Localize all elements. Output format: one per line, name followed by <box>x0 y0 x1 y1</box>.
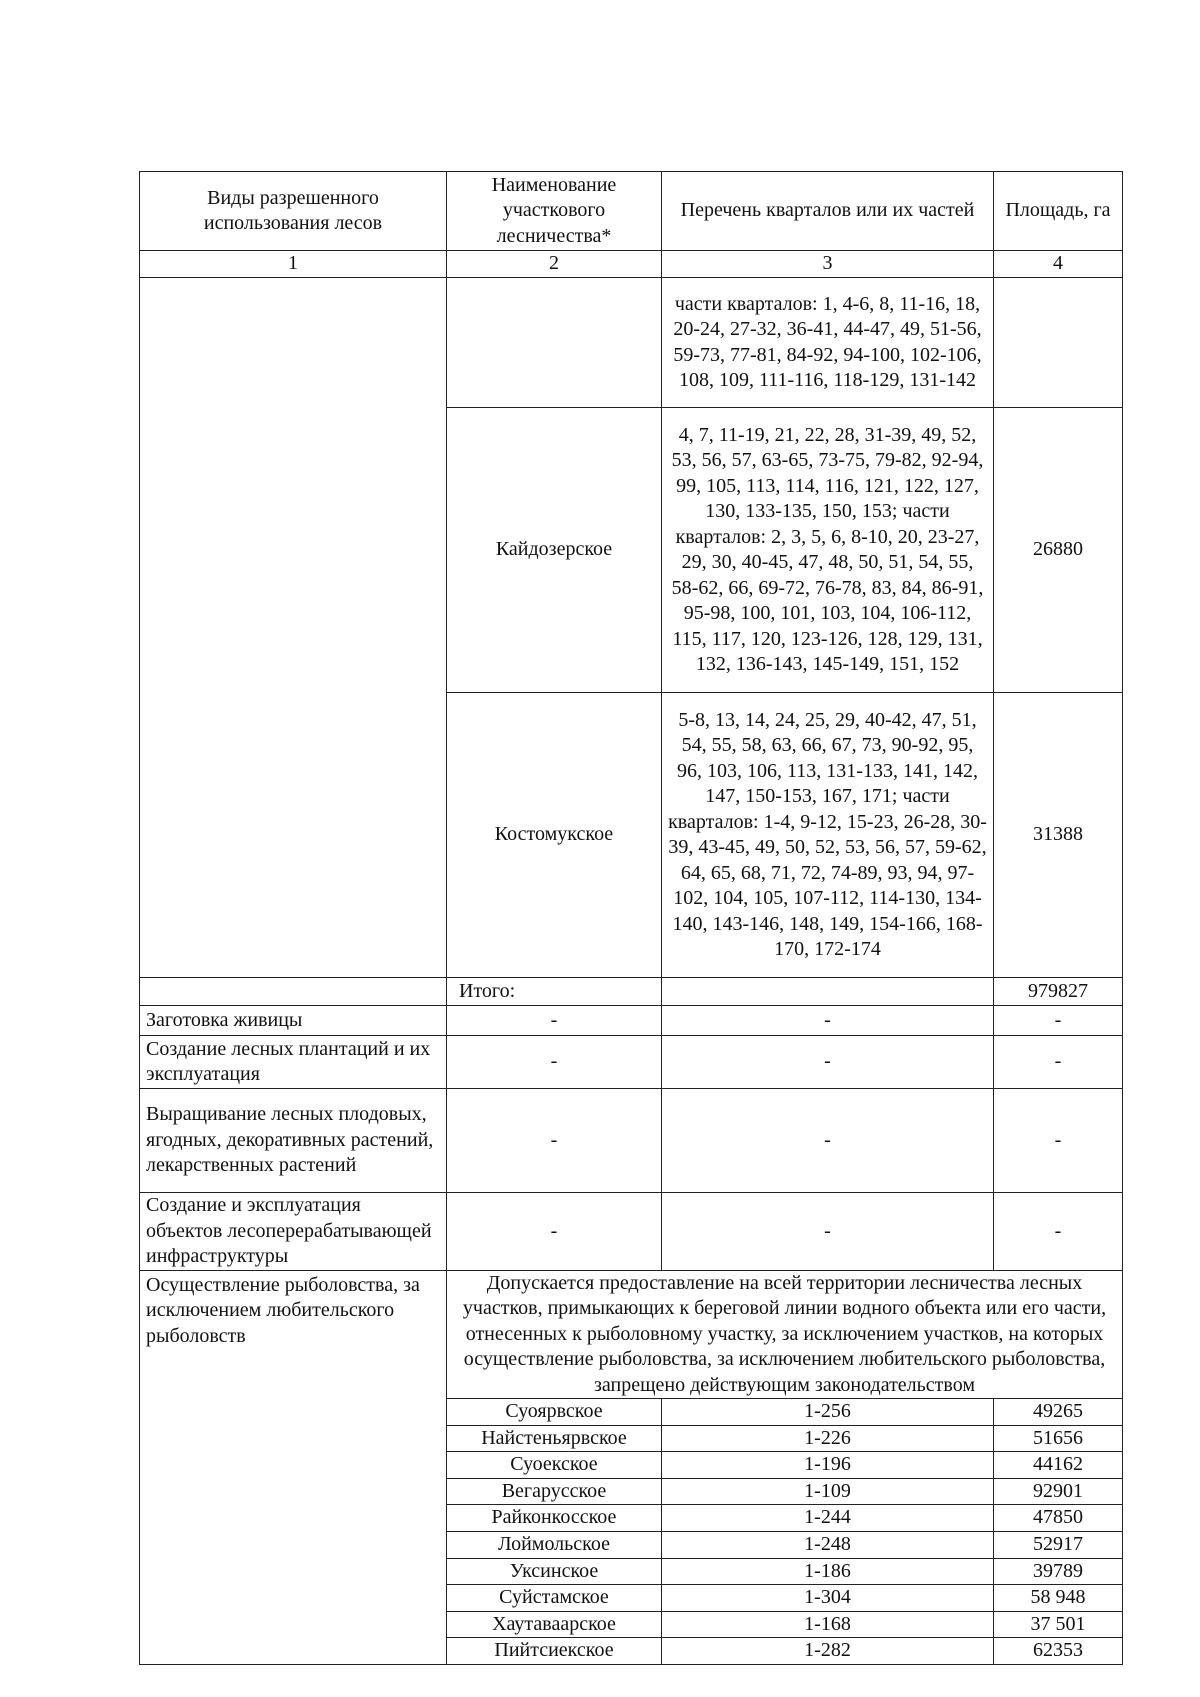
dash-cell: - <box>994 1036 1123 1089</box>
col-header-district: Наименование участкового лесничества* <box>447 172 662 251</box>
dash-cell: - <box>662 1193 994 1271</box>
dash-cell: - <box>994 1089 1123 1193</box>
area-value: 62353 <box>994 1638 1123 1665</box>
dash-cell: - <box>447 1089 662 1193</box>
col-header-area: Площадь, га <box>994 172 1123 251</box>
dash-cell: - <box>662 1089 994 1193</box>
col-number: 2 <box>447 251 662 278</box>
fishing-note: Допускается предоставление на всей территории лесничества лесных участков, примыкающих к береговой линии водного объекта или его части, отнесенных к рыболовному участку, за исключением участков, на которых осуществление рыболовства, за исключением любительского рыболовства, запрещено действующим законодательством <box>447 1270 1123 1399</box>
area-cell-empty <box>994 278 1123 408</box>
table-row <box>140 1270 1123 1399</box>
quarters-range: 1-109 <box>662 1478 994 1505</box>
quarters-cell-empty <box>662 978 994 1006</box>
area-value: 47850 <box>994 1505 1123 1532</box>
dash-cell: - <box>662 1036 994 1089</box>
use-type-label: Создание лесных плантаций и их эксплуатация <box>140 1036 447 1089</box>
area-value: 39789 <box>994 1558 1123 1585</box>
use-type-label: Заготовка живицы <box>140 1006 447 1036</box>
district-name: Райконкосское <box>447 1505 662 1532</box>
quarters-cell: 5-8, 13, 14, 24, 25, 29, 40-42, 47, 51, 54, 55, 58, 63, 66, 67, 73, 90-92, 95, 96, 103, 106, 113, 131-133, 141, 142, 147, 150-153, 167, 171; части кварталов: 1-4, 9-12, 15-23, 26-28, 30-39, 43-45, 49, 50, 52, 53, 56, 57, 59-62, 64, 65, 68, 71, 72, 74-89, 93, 94, 97-102, 104, 105, 107-112, 114-130, 134-140, 143-146, 148, 149, 154-166, 168-170, 172-174 <box>662 693 994 978</box>
table-row <box>140 1089 1123 1193</box>
district-cell-empty <box>447 278 662 408</box>
dash-cell: - <box>994 1006 1123 1036</box>
quarters-range: 1-248 <box>662 1531 994 1558</box>
use-type-label: Создание и эксплуатация объектов лесоперерабатывающей инфраструктуры <box>140 1193 447 1271</box>
district-name: Кайдозерское <box>447 408 662 693</box>
col-number: 3 <box>662 251 994 278</box>
col-header-quarters: Перечень кварталов или их частей <box>662 172 994 251</box>
quarters-range: 1-186 <box>662 1558 994 1585</box>
district-name: Лоймольское <box>447 1531 662 1558</box>
dash-cell: - <box>447 1036 662 1089</box>
col-number: 1 <box>140 251 447 278</box>
area-value: 37 501 <box>994 1611 1123 1638</box>
district-name: Хаутаваарское <box>447 1611 662 1638</box>
district-name: Найстеньярвское <box>447 1425 662 1452</box>
total-row <box>140 978 1123 1006</box>
district-name: Суйстамское <box>447 1585 662 1612</box>
area-value: 44162 <box>994 1452 1123 1479</box>
dash-cell: - <box>447 1006 662 1036</box>
quarters-range: 1-256 <box>662 1399 994 1426</box>
area-value: 58 948 <box>994 1585 1123 1612</box>
use-type-cell-empty <box>140 978 447 1006</box>
quarters-range: 1-168 <box>662 1611 994 1638</box>
quarters-range: 1-244 <box>662 1505 994 1532</box>
table-row <box>140 1006 1123 1036</box>
dash-cell: - <box>994 1193 1123 1271</box>
table-row <box>140 1193 1123 1271</box>
area-value: 92901 <box>994 1478 1123 1505</box>
header-row <box>140 172 1123 251</box>
district-name: Суоярвское <box>447 1399 662 1426</box>
quarters-range: 1-196 <box>662 1452 994 1479</box>
quarters-range: 1-282 <box>662 1638 994 1665</box>
table-row <box>140 1036 1123 1089</box>
total-value: 979827 <box>994 978 1123 1006</box>
area-value: 31388 <box>994 693 1123 978</box>
quarters-cell: 4, 7, 11-19, 21, 22, 28, 31-39, 49, 52, 53, 56, 57, 63-65, 73-75, 79-82, 92-94, 99, 105, 113, 114, 116, 121, 122, 127, 130, 133-135, 150, 153; части кварталов: 2, 3, 5, 6, 8-10, 20, 23-27, 29, 30, 40-45, 47, 48, 50, 51, 54, 55, 58-62, 66, 69-72, 76-78, 83, 84, 86-91, 95-98, 100, 101, 103, 104, 106-112, 115, 117, 120, 123-126, 128, 129, 131, 132, 136-143, 145-149, 151, 152 <box>662 408 994 693</box>
use-type-label: Выращивание лесных плодовых, ягодных, декоративных растений, лекарственных растений <box>140 1089 447 1193</box>
quarters-range: 1-226 <box>662 1425 994 1452</box>
total-label: Итого: <box>447 978 662 1006</box>
use-type-cell-empty <box>140 278 447 978</box>
district-name: Уксинское <box>447 1558 662 1585</box>
district-name: Суоекское <box>447 1452 662 1479</box>
district-name: Костомукское <box>447 693 662 978</box>
area-value: 51656 <box>994 1425 1123 1452</box>
col-header-use-type: Виды разрешенного использования лесов <box>140 172 447 251</box>
dash-cell: - <box>447 1193 662 1271</box>
area-value: 52917 <box>994 1531 1123 1558</box>
col-number: 4 <box>994 251 1123 278</box>
use-type-label: Осуществление рыболовства, за исключением любительского рыболовств <box>140 1270 447 1664</box>
dash-cell: - <box>662 1006 994 1036</box>
district-name: Пийтсиекское <box>447 1638 662 1665</box>
district-name: Вегарусское <box>447 1478 662 1505</box>
area-value: 49265 <box>994 1399 1123 1426</box>
area-value: 26880 <box>994 408 1123 693</box>
quarters-cell: части кварталов: 1, 4-6, 8, 11-16, 18, 20-24, 27-32, 36-41, 44-47, 49, 51-56, 59-73, 77-81, 84-92, 94-100, 102-106, 108, 109, 111-116, 118-129, 131-142 <box>662 278 994 408</box>
forest-use-table <box>139 171 1123 1665</box>
column-number-row <box>140 251 1123 278</box>
quarters-range: 1-304 <box>662 1585 994 1612</box>
table-row <box>140 278 1123 408</box>
